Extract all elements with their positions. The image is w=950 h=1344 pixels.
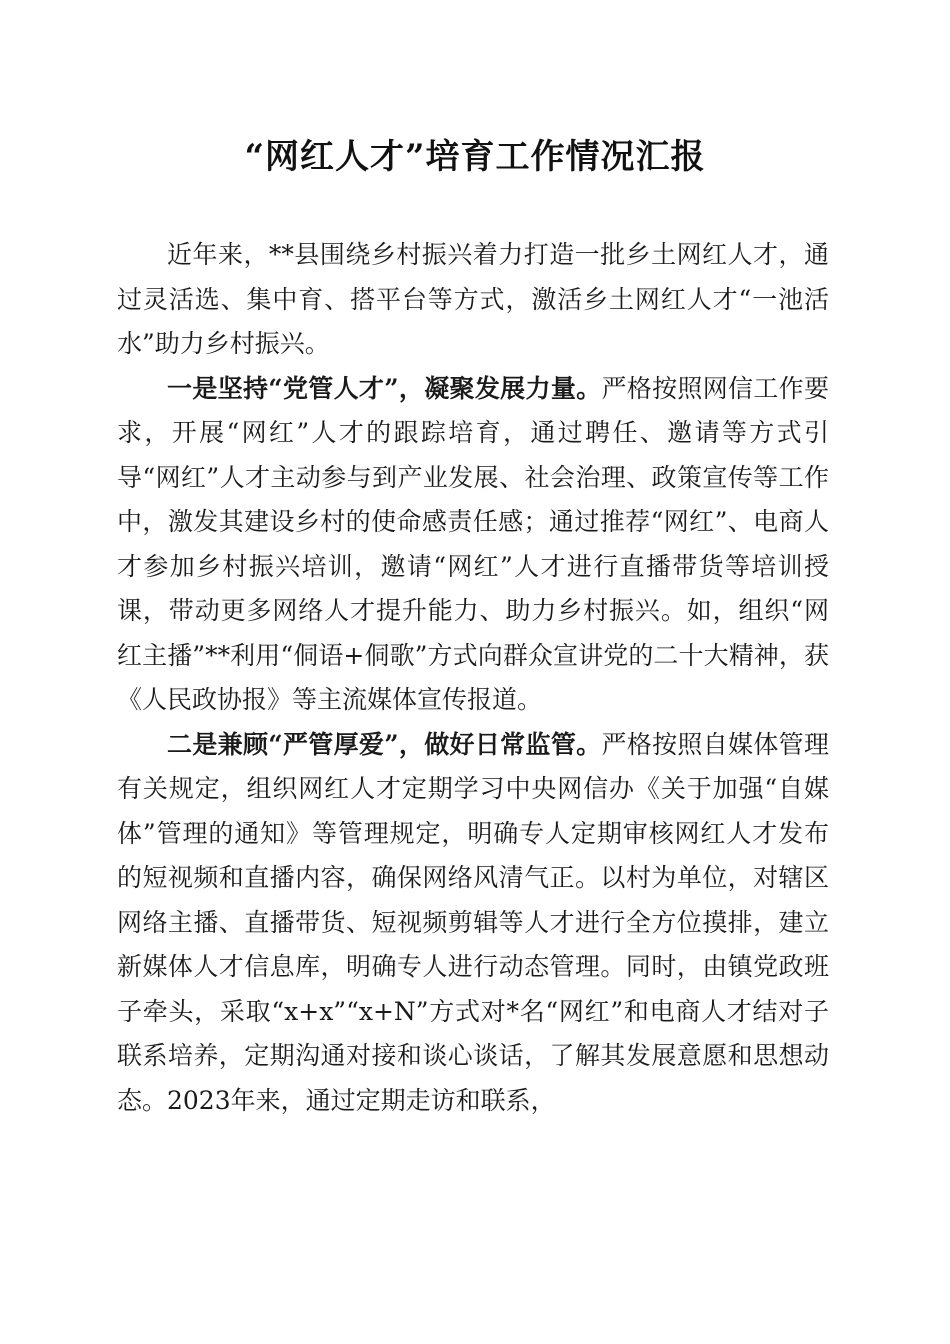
paragraph-text: 严格按照自媒体管理有关规定，组织网红人才定期学习中央网信办《关于加强“自媒体”管理的通知》等管理规定，明确专人定期审核网红人才发布的短视频和直播内容，确保网络风清气正。以村为单位，对辖区网络主播、直播带货、短视频剪辑等人才进行全方位摸排，建立新媒体人才信息库，明确专人进行动态管理。同时，由镇党政班子牵头，采取“x+x”“x+N”方式对*名“网红”和电商人才结对子联系培养，定期沟通对接和谈心谈话，了解其发展意愿和思想动态。2023年来，通过定期走访和联系， <box>117 729 829 1115</box>
paragraph-party-talent <box>117 367 829 723</box>
paragraph-lead: 一是坚持“党管人才”，凝聚发展力量。 <box>167 373 602 403</box>
document-title: “网红人才”培育工作情况汇报 <box>244 137 706 177</box>
document-body <box>117 233 829 1123</box>
paragraph-lead: 二是兼顾“严管厚爱”，做好日常监管。 <box>167 729 602 759</box>
paragraph-text: 近年来，**县围绕乡村振兴着力打造一批乡土网红人才，通过灵活选、集中育、搭平台等方式，激活乡土网红人才“一池活水”助力乡村振兴。 <box>117 240 829 358</box>
paragraph-intro <box>117 233 829 367</box>
paragraph-text: 严格按照网信工作要求，开展“网红”人才的跟踪培育，通过聘任、邀请等方式引导“网红”人才主动参与到产业发展、社会治理、政策宣传等工作中，激发其建设乡村的使命感责任感；通过推荐“网红”、电商人才参加乡村振兴培训，邀请“网红”人才进行直播带货等培训授课，带动更多网络人才提升能力、助力乡村振兴。如，组织“网红主播”**利用“侗语+侗歌”方式向群众宣讲党的二十大精神，获《人民政协报》等主流媒体宣传报道。 <box>117 373 829 714</box>
paragraph-supervision <box>117 723 829 1124</box>
